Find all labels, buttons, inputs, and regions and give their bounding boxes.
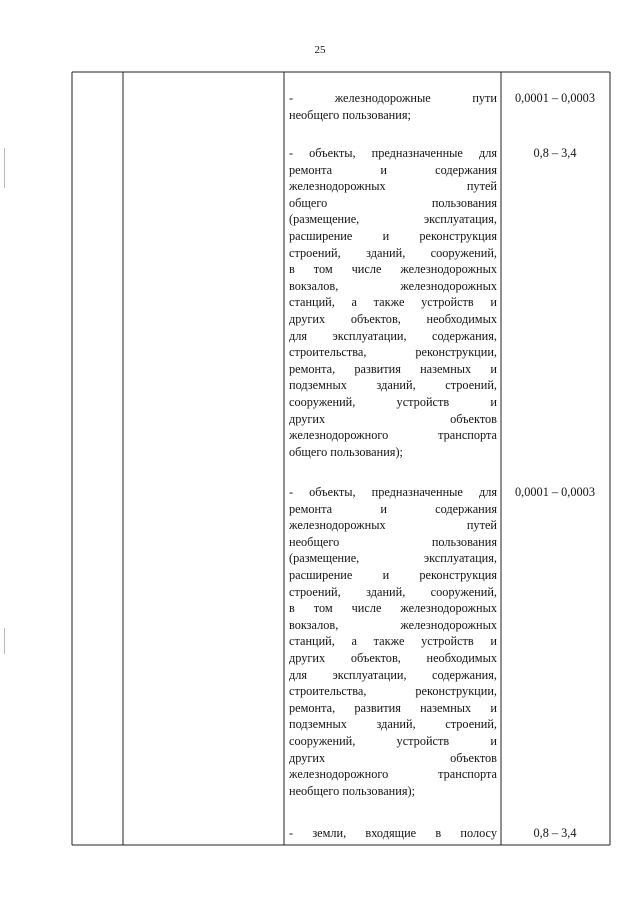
- row-4-description-line: - земли, входящие в полосу: [289, 826, 497, 840]
- row-1-description: [289, 90, 497, 123]
- row-2-description-line: других объектов: [289, 411, 497, 426]
- row-2-description-line: - объекты, предназначенные для: [289, 146, 497, 160]
- page-number: 25: [314, 44, 326, 56]
- row-2-description-line: строений, зданий, сооружений,: [289, 245, 497, 260]
- row-2-description-line: железнодорожных путей: [289, 179, 497, 194]
- row-3-description-line: строений, зданий, сооружений,: [289, 584, 497, 599]
- row-2-description-line: станций, а также устройств и: [289, 295, 497, 310]
- row-3-description-line: станций, а также устройств и: [289, 634, 497, 649]
- row-3-description-line: вокзалов, железнодорожных: [289, 617, 497, 632]
- row-2-description-line: железнодорожного транспорта: [289, 428, 497, 443]
- row-3-description-line: ремонта, развития наземных и: [289, 700, 497, 715]
- row-2-description-line: сооружений, устройств и: [289, 394, 497, 409]
- row-3-value: 0,0001 – 0,0003: [515, 485, 595, 499]
- row-3-description-line: других объектов, необходимых: [289, 650, 497, 665]
- row-2-description-line: строительства, реконструкции,: [289, 345, 497, 360]
- row-3-description-line: железнодорожных путей: [289, 518, 497, 533]
- row-3-description-line: строительства, реконструкции,: [289, 684, 497, 699]
- row-2-description-line: подземных зданий, строений,: [289, 378, 497, 393]
- row-1-description-line: необщего пользования;: [289, 107, 411, 122]
- row-3-description-line: в том числе железнодорожных: [289, 601, 497, 616]
- row-2-description-line: ремонта, развития наземных и: [289, 361, 497, 376]
- row-3-description-line: (размещение, эксплуатация,: [289, 551, 497, 566]
- row-3-description-line: железнодорожного транспорта: [289, 767, 497, 782]
- row-2-description-line: вокзалов, железнодорожных: [289, 278, 497, 293]
- row-3-description-line: ремонта и содержания: [289, 501, 497, 516]
- row-2-description-line: общего пользования: [289, 195, 497, 210]
- row-2-description-line: расширение и реконструкция: [289, 228, 497, 243]
- row-3-description-line: необщего пользования);: [289, 783, 416, 798]
- row-2-value: 0,8 – 3,4: [533, 146, 577, 160]
- row-1-value: 0,0001 – 0,0003: [515, 91, 595, 105]
- row-3-description: [289, 484, 497, 799]
- row-3-description-line: расширение и реконструкция: [289, 567, 497, 582]
- row-3-description-line: необщего пользования: [289, 534, 497, 549]
- row-2-description-line: для эксплуатации, содержания,: [289, 328, 497, 343]
- row-2-description-line: общего пользования);: [289, 444, 403, 459]
- row-1-description-line: - железнодорожные пути: [289, 91, 497, 105]
- row-2-description-line: (размещение, эксплуатация,: [289, 212, 497, 227]
- row-3-description-line: других объектов: [289, 750, 497, 765]
- row-4-value: 0,8 – 3,4: [533, 826, 577, 840]
- row-4-description: [289, 825, 497, 842]
- row-3-description-line: подземных зданий, строений,: [289, 717, 497, 732]
- row-2-description-line: ремонта и содержания: [289, 162, 497, 177]
- row-2-description-line: других объектов, необходимых: [289, 311, 497, 326]
- row-2-description-line: в том числе железнодорожных: [289, 262, 497, 277]
- row-2-description: [289, 145, 497, 460]
- row-3-description-line: - объекты, предназначенные для: [289, 485, 497, 499]
- row-3-description-line: для эксплуатации, содержания,: [289, 667, 497, 682]
- row-3-description-line: сооружений, устройств и: [289, 733, 497, 748]
